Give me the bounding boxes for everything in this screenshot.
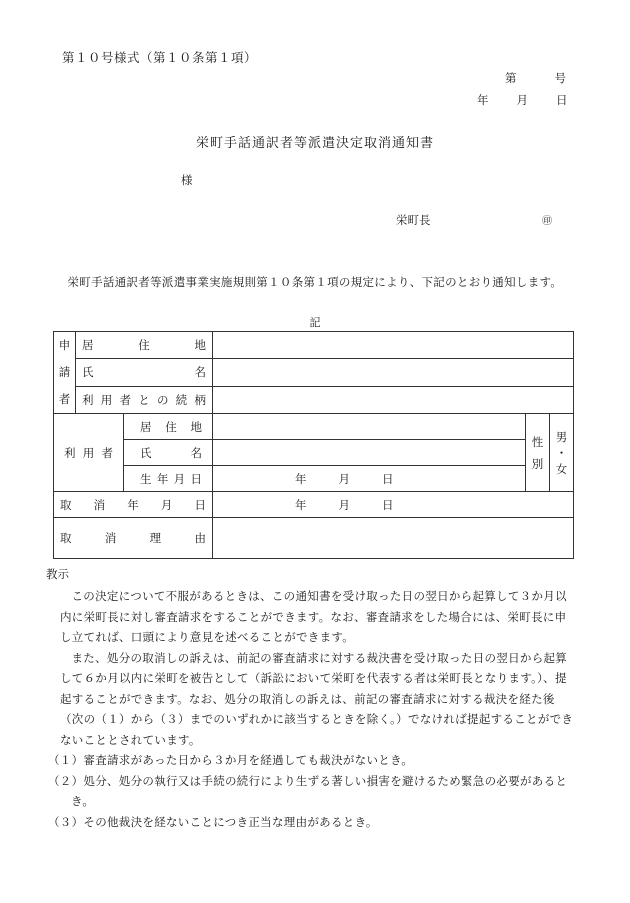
label-char: 年 [127, 497, 139, 512]
table-row [54, 466, 574, 492]
label-char: 年 [156, 471, 169, 486]
label-char: 地 [194, 338, 206, 353]
table-row [54, 386, 574, 413]
applicant-group-text: 申 請 者 [58, 338, 71, 406]
user-address-label [124, 414, 213, 440]
notice-heading: 教示 [46, 567, 69, 581]
label-char: 消 [104, 531, 117, 545]
cancel-reason-label [54, 518, 213, 559]
label-char: 柄 [194, 392, 206, 407]
cancel-month: 月 [338, 497, 350, 512]
applicant-name-value[interactable] [213, 359, 574, 386]
justified-label [60, 530, 206, 546]
label-char: 由 [194, 531, 206, 545]
addressee-suffix: 様 [181, 173, 193, 187]
date-day: 日 [556, 93, 568, 107]
label-char: 氏 [82, 365, 94, 380]
notice-body [48, 586, 578, 832]
date-month: 月 [516, 93, 528, 107]
document-date [477, 92, 568, 108]
label-char: 続 [175, 392, 188, 407]
birth-month: 月 [338, 471, 350, 486]
justified-label [82, 392, 206, 408]
justified-label [64, 445, 113, 461]
label-char: 日 [190, 471, 202, 486]
label-char: 地 [190, 419, 202, 434]
table-row [54, 440, 574, 466]
birth-year: 年 [295, 471, 307, 486]
label-char: と [138, 392, 150, 407]
details-table [53, 331, 574, 559]
label-char: 取 [60, 497, 72, 512]
applicant-address-value[interactable] [213, 332, 574, 359]
cancel-date-value[interactable] [213, 492, 574, 518]
cancel-reason-value[interactable] [213, 518, 574, 559]
sex-options-text: 男 ・ 女 [555, 429, 568, 476]
intro-text: 栄町手話通訳者等派遣事業実施規則第１０条第１項の規定により、下記のとおり通知します。 [67, 275, 563, 289]
justified-label [60, 497, 206, 513]
label-char: 利 [64, 445, 76, 460]
user-address-value[interactable] [213, 414, 526, 440]
sender-name: 栄町長 [396, 213, 431, 227]
notice-paragraph-1: この決定について不服があるときは、この通知書を受け取った日の翌日から起算して３か月以内に栄町長に対し審査請求をすることができます。なお、審査請求をした場合には、栄町長に申し立てれば、口頭により意見を述べることができます。 [60, 589, 567, 644]
label-char: 者 [119, 392, 131, 407]
user-name-label [124, 440, 213, 466]
table-row [54, 332, 574, 359]
table-row [54, 359, 574, 386]
label-char: 名 [190, 445, 202, 460]
label-char: 氏 [140, 445, 152, 460]
table-row [54, 518, 574, 559]
label-char: 月 [173, 471, 186, 486]
birth-day: 日 [382, 471, 394, 486]
justified-label [82, 364, 206, 380]
applicant-relation-label [76, 386, 213, 413]
label-char: 取 [60, 531, 72, 545]
justified-label [82, 337, 206, 353]
form-number: 第１０号様式（第１０条第１項） [62, 50, 258, 65]
label-char: の [157, 392, 169, 407]
doc-no-prefix: 第 [505, 71, 517, 85]
label-char: 用 [82, 445, 95, 460]
label-char: 住 [138, 338, 150, 353]
user-birthdate-label [124, 466, 213, 492]
notice-item-3: （３）その他裁決を経ないことにつき正当な理由があるとき。 [48, 814, 378, 829]
seal-mark: ㊞ [542, 216, 552, 227]
notice-paragraph-2: また、処分の取消しの訴えは、前記の審査請求に対する裁決書を受け取った日の翌日から起算して６か月以内に栄町を被告として（訴訟において栄町を代表する者は栄町長となります。）、提起することができます。なお、処分の取消しの訴えは、前記の審査請求に対する裁決を経た後（次の（１）から（３）までのいずれかに該当するときを除く。）でなければ提起することができないこととされています。 [60, 650, 574, 747]
applicant-address-label [76, 332, 213, 359]
sex-label [526, 414, 550, 492]
justified-label [140, 471, 202, 487]
table-row [54, 414, 574, 440]
label-char: 居 [82, 338, 94, 353]
label-char: 月 [160, 497, 173, 512]
label-char: 日 [194, 497, 206, 512]
sex-label-text: 性 別 [531, 434, 544, 471]
document-number [505, 70, 566, 86]
doc-no-suffix: 号 [554, 71, 566, 85]
kiroku-label: 記 [309, 316, 321, 329]
date-year: 年 [477, 93, 489, 107]
notice-item-1: （１）審査請求があった日から３か月を経過しても裁決がないとき。 [48, 753, 414, 767]
label-char: 者 [101, 445, 113, 460]
label-char: 消 [93, 497, 106, 512]
document-title: 栄町手話通訳者等派遣決定取消通知書 [195, 136, 434, 151]
justified-label [140, 445, 202, 461]
sex-options[interactable] [550, 414, 574, 492]
applicant-name-label [76, 359, 213, 386]
applicant-group-label [54, 332, 76, 414]
label-char: 生 [140, 471, 152, 486]
notice-item-2: （２）処分、処分の執行又は手続の続行により生ずる著しい損害を避けるため緊急の必要があるとき。 [48, 773, 568, 808]
label-char: 理 [149, 531, 162, 545]
user-birthdate-value[interactable] [213, 466, 526, 492]
table-row [54, 492, 574, 518]
cancel-year: 年 [295, 497, 307, 512]
justified-label [140, 419, 202, 435]
label-char: 住 [165, 419, 177, 434]
cancel-day: 日 [382, 497, 394, 512]
user-group-label [54, 414, 124, 492]
user-name-value[interactable] [213, 440, 526, 466]
label-char: 居 [140, 419, 152, 434]
cancel-date-label [54, 492, 213, 518]
label-char: 利 [82, 392, 94, 407]
applicant-relation-value[interactable] [213, 386, 574, 413]
label-char: 名 [194, 365, 206, 380]
label-char: 用 [100, 392, 113, 407]
